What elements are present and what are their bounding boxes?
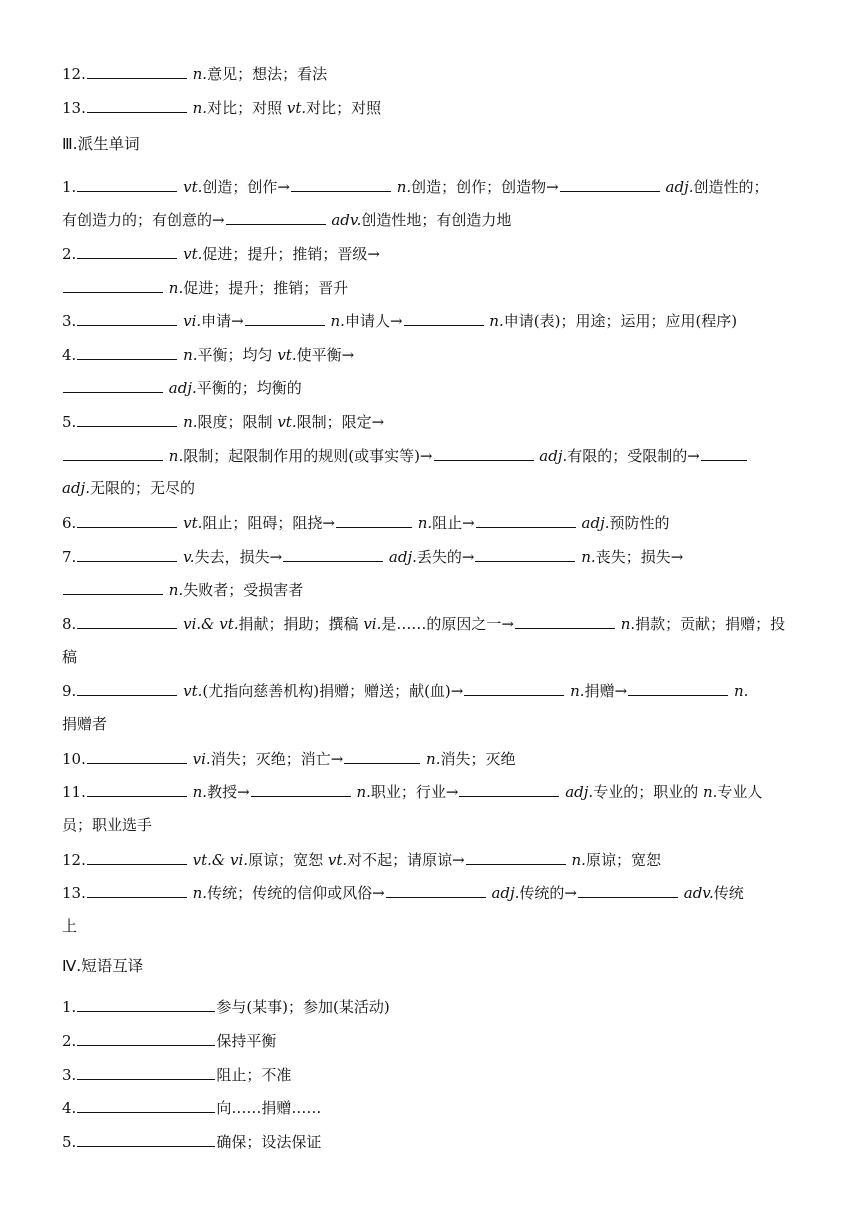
derivation-item-2-cont (62, 277, 348, 297)
answer-blank[interactable] (87, 63, 187, 79)
item-number: 13. (62, 99, 86, 117)
item-number: 11. (62, 783, 86, 801)
item-number: 4. (62, 1099, 77, 1117)
section-3-heading: Ⅲ.派生单词 (62, 135, 140, 153)
item-number: 1. (62, 998, 77, 1016)
derivation-item-4 (62, 344, 354, 364)
definition: 丧失；损失→ (595, 548, 684, 566)
part-of-speech: vt. (286, 99, 307, 117)
part-of-speech: n. (192, 884, 208, 902)
definition: 失去，损失→ (194, 548, 283, 566)
answer-blank[interactable] (63, 579, 163, 595)
item-number: 7. (62, 548, 77, 566)
definition: 限制；起限制作用的规则(或事实等)→ (183, 447, 433, 465)
definition: 丢失的→ (416, 548, 475, 566)
definition: 阻止→ (432, 514, 475, 532)
answer-blank[interactable] (77, 243, 177, 259)
answer-blank[interactable] (77, 310, 177, 326)
part-of-speech: vt. (277, 413, 297, 431)
derivation-item-9 (62, 680, 748, 700)
part-of-speech: n. (168, 279, 184, 297)
answer-blank[interactable] (87, 882, 187, 898)
answer-blank[interactable] (77, 546, 177, 562)
derivation-item-11 (62, 781, 762, 801)
part-of-speech: adj. (665, 178, 694, 196)
derivation-item-13 (62, 882, 744, 902)
phrase-item-4 (62, 1097, 321, 1117)
definition: 使平衡→ (296, 346, 355, 364)
derivation-item-5 (62, 411, 384, 431)
part-of-speech: n. (620, 615, 636, 633)
answer-blank[interactable] (560, 176, 660, 192)
part-of-speech: vt.& vi. (192, 851, 249, 869)
derivation-item-5-cont2 (62, 478, 195, 498)
derivation-item-8-cont (62, 647, 77, 667)
definition: 申请(表)；用途；运用；应用(程序) (503, 312, 738, 330)
part-of-speech: n. (733, 682, 749, 700)
part-of-speech: vi. (183, 312, 202, 330)
part-of-speech: n. (489, 312, 504, 330)
definition: 传统 (713, 884, 744, 902)
part-of-speech: v. (183, 548, 195, 566)
definition: 意见；想法；看法 (207, 65, 328, 83)
part-of-speech: vt. (277, 346, 297, 364)
answer-blank[interactable] (475, 546, 575, 562)
definition: 专业的；职业的 (593, 783, 703, 801)
definition: 捐献；捐助；撰稿 (238, 615, 364, 633)
item-number: 10. (62, 750, 86, 768)
derivation-item-5-cont (62, 445, 748, 465)
definition: 创造；创作；创造物→ (411, 178, 559, 196)
answer-blank[interactable] (77, 176, 177, 192)
definition: 捐赠者 (62, 715, 108, 733)
answer-blank[interactable] (87, 781, 187, 797)
answer-blank[interactable] (434, 445, 534, 461)
item-number: 12. (62, 851, 86, 869)
part-of-speech: vi.& vt. (183, 615, 239, 633)
answer-blank[interactable] (283, 546, 383, 562)
answer-blank[interactable] (77, 1131, 215, 1147)
item-number: 8. (62, 615, 77, 633)
answer-blank[interactable] (87, 849, 187, 865)
definition: 消失；灭绝 (440, 750, 516, 768)
part-of-speech: n. (192, 99, 208, 117)
answer-blank[interactable] (77, 613, 177, 629)
definition: 申请→ (201, 312, 244, 330)
answer-blank[interactable] (336, 512, 412, 528)
part-of-speech: adj. (62, 479, 90, 497)
derivation-item-10 (62, 748, 516, 768)
answer-blank[interactable] (226, 209, 326, 225)
definition: 上 (62, 917, 78, 935)
answer-blank[interactable] (87, 748, 187, 764)
item-number: 5. (62, 413, 77, 431)
answer-blank[interactable] (404, 310, 484, 326)
answer-blank[interactable] (63, 377, 163, 393)
item-number: 1. (62, 178, 77, 196)
answer-blank[interactable] (459, 781, 559, 797)
definition: (尤指向慈善机构)捐赠；赠送；献(血)→ (202, 682, 464, 700)
answer-blank[interactable] (386, 882, 486, 898)
phrase-item-1 (62, 996, 390, 1016)
definition: 向……捐赠…… (216, 1099, 322, 1117)
part-of-speech: n. (192, 783, 208, 801)
answer-blank[interactable] (251, 781, 351, 797)
definition: 对不起；请原谅→ (347, 851, 465, 869)
definition: 对比；对照 (306, 99, 382, 117)
definition: 无限的；无尽的 (89, 479, 195, 497)
derivation-item-8 (62, 613, 785, 633)
derivation-item-7-cont (62, 579, 303, 599)
definition: 创造性地；有创造力地 (361, 211, 512, 229)
answer-blank[interactable] (245, 310, 325, 326)
derivation-item-4-cont (62, 377, 302, 397)
derivation-item-11-cont (62, 815, 152, 835)
definition: 阻止；不准 (216, 1066, 292, 1084)
definition: 原谅；宽恕 (585, 851, 661, 869)
section-4-heading: Ⅳ.短语互译 (62, 957, 144, 975)
definition: 捐款；贡献；捐赠；投 (635, 615, 786, 633)
part-of-speech: n. (581, 548, 596, 566)
answer-blank[interactable] (515, 613, 615, 629)
part-of-speech: vi. (363, 615, 382, 633)
derivation-item-2 (62, 243, 380, 263)
vocab-item-13 (62, 97, 381, 117)
definition: 职业；行业→ (370, 783, 459, 801)
derivation-item-7 (62, 546, 683, 566)
derivation-item-12 (62, 849, 661, 869)
part-of-speech: adj. (388, 548, 417, 566)
item-number: 5. (62, 1133, 77, 1151)
definition: 失败者；受损害者 (183, 581, 304, 599)
part-of-speech: vt. (183, 178, 203, 196)
derivation-item-13-cont (62, 916, 77, 936)
answer-blank[interactable] (344, 748, 420, 764)
derivation-item-6 (62, 512, 670, 532)
item-number: 3. (62, 312, 77, 330)
part-of-speech: n. (571, 851, 586, 869)
part-of-speech: n. (192, 65, 208, 83)
item-number: 2. (62, 245, 77, 263)
definition: 预防性的 (609, 514, 670, 532)
definition: 保持平衡 (216, 1032, 277, 1050)
definition: 教授→ (207, 783, 250, 801)
definition: 平衡的；均衡的 (196, 379, 302, 397)
answer-blank[interactable] (77, 680, 177, 696)
definition: 平衡；均匀 (197, 346, 278, 364)
answer-blank[interactable] (77, 1064, 215, 1080)
definition: 专业人 (717, 783, 763, 801)
part-of-speech: n. (168, 447, 184, 465)
part-of-speech: vi. (192, 750, 211, 768)
answer-blank[interactable] (77, 344, 177, 360)
definition: 对比；对照 (207, 99, 287, 117)
answer-blank[interactable] (701, 445, 747, 461)
definition: 员；职业选手 (62, 816, 153, 834)
part-of-speech: adv. (683, 884, 714, 902)
part-of-speech: vt. (183, 682, 203, 700)
answer-blank[interactable] (87, 97, 187, 113)
part-of-speech: adj. (581, 514, 610, 532)
definition: 传统；传统的信仰或风俗→ (207, 884, 385, 902)
phrase-item-5 (62, 1131, 321, 1151)
item-number: 2. (62, 1032, 77, 1050)
definition: 有创造力的；有创意的→ (62, 211, 225, 229)
derivation-item-3 (62, 310, 737, 330)
definition: 申请人→ (344, 312, 403, 330)
answer-blank[interactable] (476, 512, 576, 528)
answer-blank[interactable] (464, 680, 564, 696)
item-number: 12. (62, 65, 86, 83)
definition: 捐赠→ (584, 682, 628, 700)
part-of-speech: n. (183, 413, 198, 431)
item-number: 6. (62, 514, 77, 532)
definition: 促进；提升；推销；晋升 (183, 279, 349, 297)
item-number: 9. (62, 682, 77, 700)
answer-blank[interactable] (291, 176, 391, 192)
derivation-item-1 (62, 176, 769, 196)
definition: 限度；限制 (197, 413, 278, 431)
part-of-speech: n. (356, 783, 371, 801)
definition: 原谅；宽恕 (248, 851, 328, 869)
part-of-speech: adj. (491, 884, 520, 902)
definition: 促进；提升；推销；晋级→ (202, 245, 380, 263)
answer-blank[interactable] (77, 512, 177, 528)
answer-blank[interactable] (628, 680, 728, 696)
item-number: 3. (62, 1066, 77, 1084)
definition: 创造性的； (693, 178, 769, 196)
answer-blank[interactable] (466, 849, 566, 865)
answer-blank[interactable] (77, 411, 177, 427)
part-of-speech: adv. (331, 211, 362, 229)
definition: 参与(某事)；参加(某活动) (216, 998, 390, 1016)
definition: 稿 (62, 648, 78, 666)
vocab-item-12 (62, 63, 327, 83)
phrase-item-3 (62, 1064, 291, 1084)
part-of-speech: vt. (183, 245, 203, 263)
definition: 创造；创作→ (202, 178, 290, 196)
part-of-speech: adj. (168, 379, 197, 397)
answer-blank[interactable] (77, 1030, 215, 1046)
definition: 传统的→ (519, 884, 577, 902)
part-of-speech: vt. (327, 851, 348, 869)
definition: 阻止；阻碍；阻挠→ (202, 514, 335, 532)
part-of-speech: n. (396, 178, 412, 196)
part-of-speech: n. (702, 783, 718, 801)
definition: 有限的；受限制的→ (567, 447, 700, 465)
answer-blank[interactable] (63, 445, 163, 461)
part-of-speech: adj. (565, 783, 594, 801)
answer-blank[interactable] (77, 996, 215, 1012)
definition: 是……的原因之一→ (381, 615, 514, 633)
answer-blank[interactable] (63, 277, 163, 293)
derivation-item-1-cont (62, 209, 511, 229)
part-of-speech: n. (426, 750, 441, 768)
phrase-item-2 (62, 1030, 276, 1050)
part-of-speech: vt. (183, 514, 203, 532)
derivation-item-9-cont (62, 714, 107, 734)
part-of-speech: n. (168, 581, 184, 599)
answer-blank[interactable] (77, 1097, 215, 1113)
item-number: 4. (62, 346, 77, 364)
answer-blank[interactable] (578, 882, 678, 898)
definition: 确保；设法保证 (216, 1133, 322, 1151)
part-of-speech: n. (330, 312, 345, 330)
part-of-speech: adj. (539, 447, 568, 465)
definition: 限制；限定→ (296, 413, 385, 431)
part-of-speech: n. (183, 346, 198, 364)
part-of-speech: n. (570, 682, 585, 700)
part-of-speech: n. (417, 514, 433, 532)
item-number: 13. (62, 884, 86, 902)
definition: 消失；灭绝；消亡→ (210, 750, 344, 768)
